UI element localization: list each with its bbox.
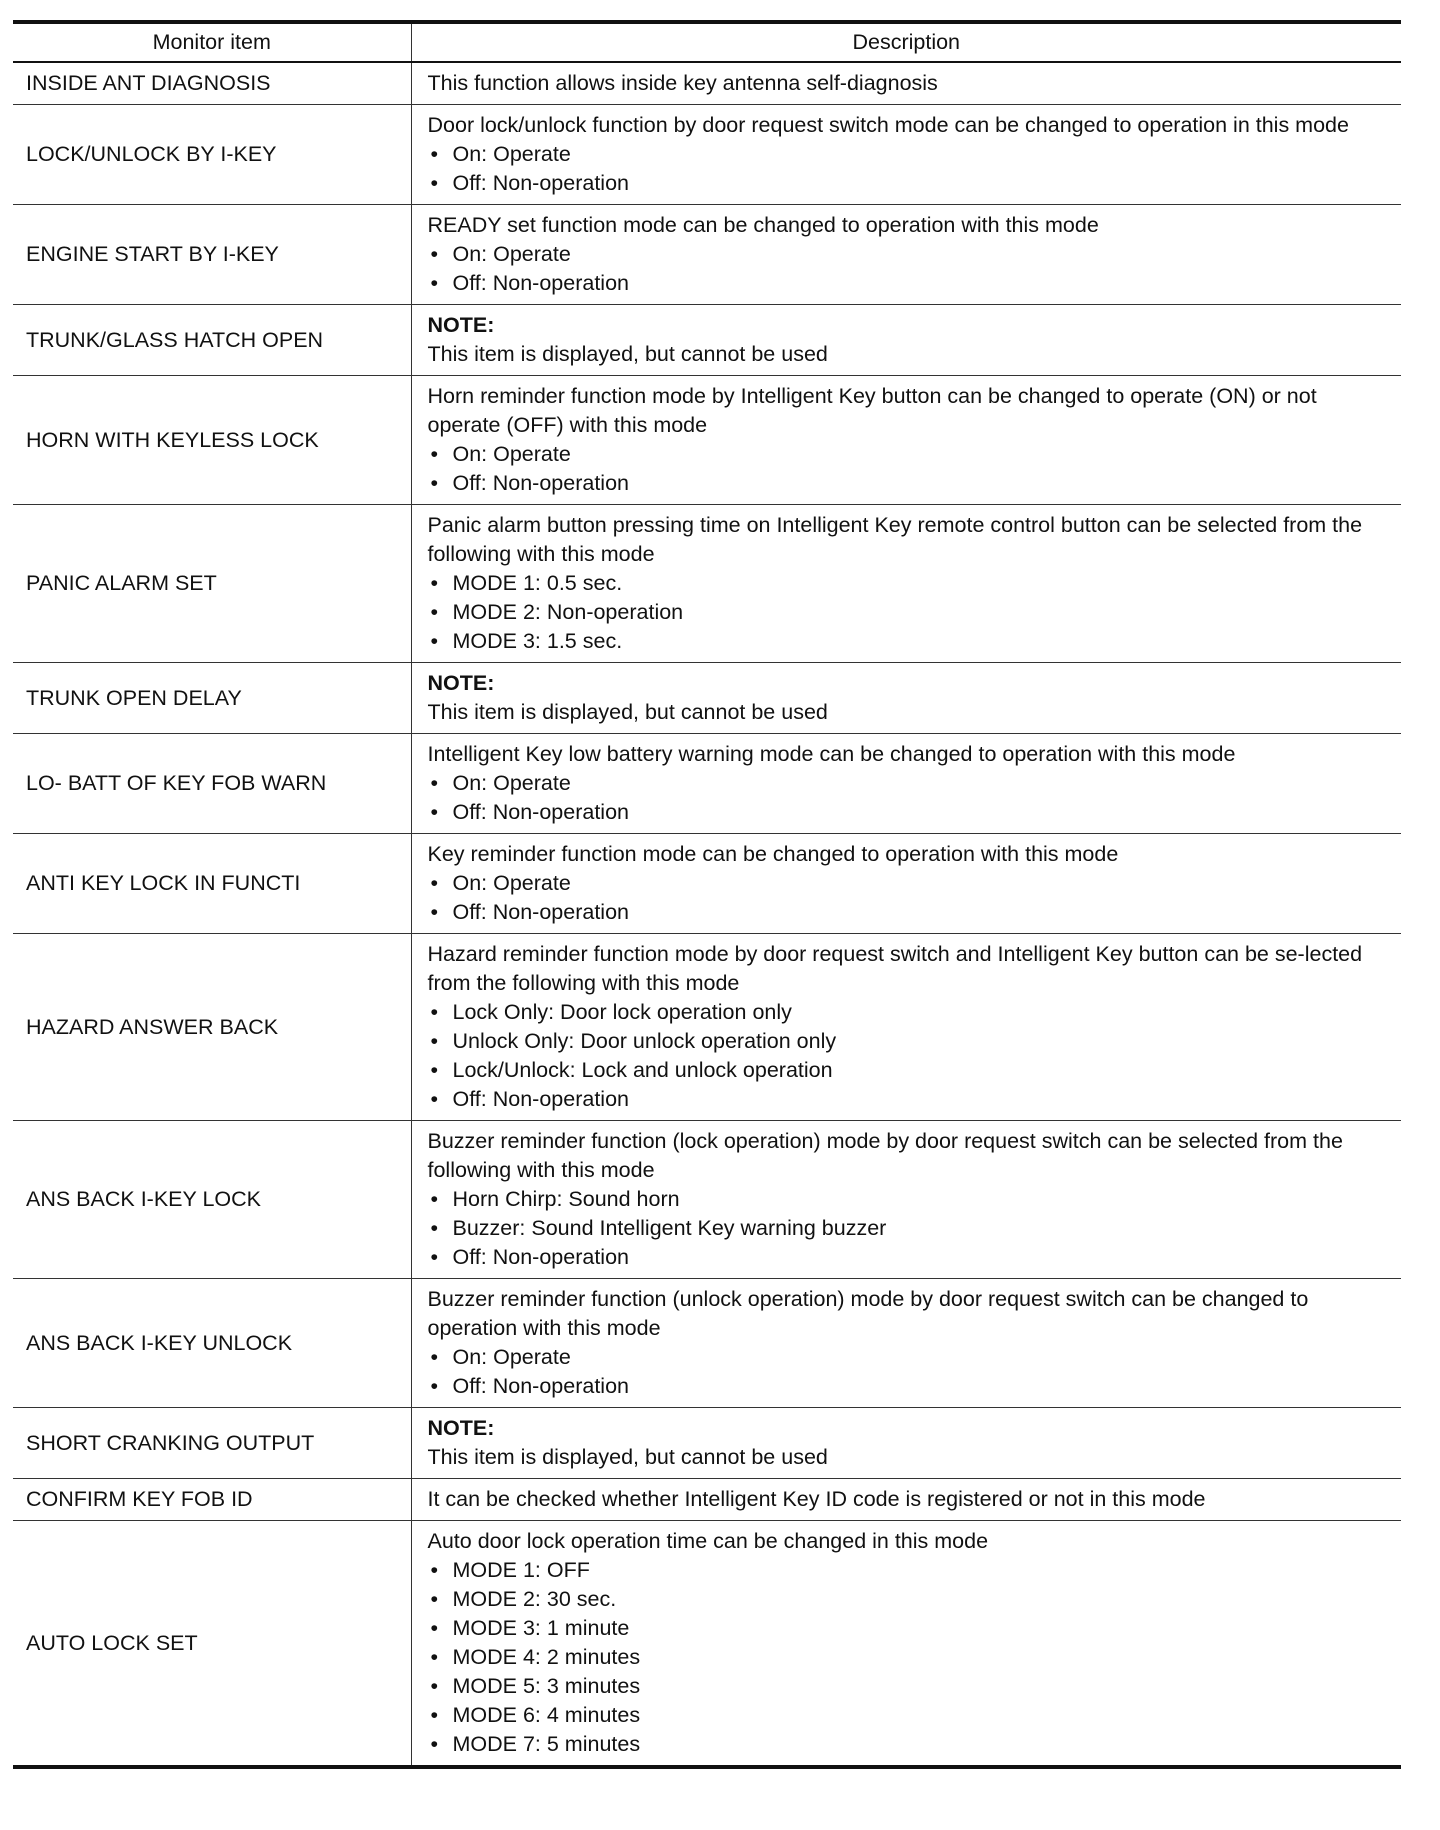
description-cell bbox=[411, 505, 1401, 663]
table-row bbox=[13, 734, 1401, 834]
option-item: • MODE 2: Non-operation bbox=[428, 598, 1392, 627]
description-cell bbox=[411, 1521, 1401, 1768]
option-item: • Off: Non-operation bbox=[428, 469, 1392, 498]
description-text: Horn reminder function mode by Intelligent Key button can be changed to operate (ON) or not operate (OFF) with this mode bbox=[427, 384, 1317, 437]
description-cell bbox=[411, 305, 1401, 376]
description-cell bbox=[411, 62, 1401, 105]
description-text: It can be checked whether Intelligent Key ID code is registered or not in this mode bbox=[427, 1487, 1206, 1511]
monitor-item-cell: LO- BATT OF KEY FOB WARN bbox=[13, 734, 411, 834]
monitor-item-cell: INSIDE ANT DIAGNOSIS bbox=[13, 62, 411, 105]
table-row bbox=[13, 376, 1401, 505]
monitor-item-cell: ANTI KEY LOCK IN FUNCTI bbox=[13, 834, 411, 934]
description-cell bbox=[411, 663, 1401, 734]
header-monitor-item: Monitor item bbox=[13, 22, 411, 62]
table-row bbox=[13, 62, 1401, 105]
option-item: • Off: Non-operation bbox=[428, 269, 1392, 298]
option-item: • On: Operate bbox=[428, 240, 1392, 269]
table-row bbox=[13, 1408, 1401, 1479]
table-row bbox=[13, 305, 1401, 376]
monitor-item-cell: ANS BACK I-KEY UNLOCK bbox=[13, 1279, 411, 1408]
option-list bbox=[428, 140, 1392, 198]
monitor-item-cell: SHORT CRANKING OUTPUT bbox=[13, 1408, 411, 1479]
description-cell bbox=[411, 734, 1401, 834]
table-row bbox=[13, 1279, 1401, 1408]
description-text: Auto door lock operation time can be changed in this mode bbox=[427, 1529, 989, 1553]
note-label: NOTE: bbox=[427, 1416, 495, 1440]
description-cell bbox=[411, 205, 1401, 305]
option-item: • MODE 1: OFF bbox=[428, 1556, 1392, 1585]
table-row bbox=[13, 205, 1401, 305]
description-text: Hazard reminder function mode by door request switch and Intelligent Key button can be se-lected from the following with this mode bbox=[427, 942, 1363, 995]
description-text: Buzzer reminder function (lock operation) mode by door request switch can be selected from the following with this mode bbox=[427, 1129, 1343, 1182]
description-text: This item is displayed, but cannot be used bbox=[427, 700, 828, 724]
document-page bbox=[13, 20, 1401, 1769]
table-body bbox=[13, 62, 1401, 1767]
table-row bbox=[13, 1521, 1401, 1768]
monitor-item-cell: HAZARD ANSWER BACK bbox=[13, 934, 411, 1121]
note-label: NOTE: bbox=[427, 671, 495, 695]
table-row bbox=[13, 934, 1401, 1121]
option-list bbox=[428, 440, 1392, 498]
option-item: • On: Operate bbox=[428, 869, 1392, 898]
option-list bbox=[428, 769, 1392, 827]
option-item: • MODE 2: 30 sec. bbox=[428, 1585, 1392, 1614]
option-item: • MODE 4: 2 minutes bbox=[428, 1643, 1392, 1672]
option-item: • MODE 1: 0.5 sec. bbox=[428, 569, 1392, 598]
monitor-item-cell: HORN WITH KEYLESS LOCK bbox=[13, 376, 411, 505]
table-row bbox=[13, 834, 1401, 934]
option-item: • Off: Non-operation bbox=[428, 169, 1392, 198]
table-row bbox=[13, 663, 1401, 734]
description-text: READY set function mode can be changed to operation with this mode bbox=[427, 213, 1099, 237]
monitor-item-table bbox=[13, 20, 1401, 1769]
note-label: NOTE: bbox=[427, 313, 495, 337]
monitor-item-cell: CONFIRM KEY FOB ID bbox=[13, 1479, 411, 1521]
monitor-item-cell: TRUNK/GLASS HATCH OPEN bbox=[13, 305, 411, 376]
option-item: • On: Operate bbox=[428, 440, 1392, 469]
option-item: • On: Operate bbox=[428, 769, 1392, 798]
option-item: • Unlock Only: Door unlock operation only bbox=[428, 1027, 1392, 1056]
option-item: • On: Operate bbox=[428, 140, 1392, 169]
description-text: This item is displayed, but cannot be used bbox=[427, 1445, 828, 1469]
description-text: Buzzer reminder function (unlock operation) mode by door request switch can be changed to operation with this mode bbox=[427, 1287, 1309, 1340]
option-item: • Lock Only: Door lock operation only bbox=[428, 998, 1392, 1027]
option-item: • MODE 6: 4 minutes bbox=[428, 1701, 1392, 1730]
monitor-item-cell: ANS BACK I-KEY LOCK bbox=[13, 1121, 411, 1279]
option-item: • MODE 5: 3 minutes bbox=[428, 1672, 1392, 1701]
option-item: • Off: Non-operation bbox=[428, 898, 1392, 927]
table-row bbox=[13, 1121, 1401, 1279]
description-text: Intelligent Key low battery warning mode can be changed to operation with this mode bbox=[427, 742, 1236, 766]
option-item: • Off: Non-operation bbox=[428, 1085, 1392, 1114]
monitor-item-cell: ENGINE START BY I-KEY bbox=[13, 205, 411, 305]
description-cell bbox=[411, 1279, 1401, 1408]
option-list bbox=[428, 869, 1392, 927]
description-cell bbox=[411, 834, 1401, 934]
description-text: Door lock/unlock function by door request switch mode can be changed to operation in this mode bbox=[427, 113, 1349, 137]
option-list bbox=[428, 569, 1392, 656]
option-list bbox=[428, 1343, 1392, 1401]
table-header-row bbox=[13, 22, 1401, 62]
option-item: • Horn Chirp: Sound horn bbox=[428, 1185, 1392, 1214]
option-item: • On: Operate bbox=[428, 1343, 1392, 1372]
table-row bbox=[13, 1479, 1401, 1521]
monitor-item-cell: AUTO LOCK SET bbox=[13, 1521, 411, 1768]
option-item: • Off: Non-operation bbox=[428, 798, 1392, 827]
monitor-item-cell: PANIC ALARM SET bbox=[13, 505, 411, 663]
option-list bbox=[428, 1185, 1392, 1272]
monitor-item-cell: TRUNK OPEN DELAY bbox=[13, 663, 411, 734]
description-text: This function allows inside key antenna self-diagnosis bbox=[427, 71, 938, 95]
option-item: • Off: Non-operation bbox=[428, 1372, 1392, 1401]
option-item: • Lock/Unlock: Lock and unlock operation bbox=[428, 1056, 1392, 1085]
option-list bbox=[428, 1556, 1392, 1759]
option-item: • Off: Non-operation bbox=[428, 1243, 1392, 1272]
header-description: Description bbox=[411, 22, 1401, 62]
option-list bbox=[428, 998, 1392, 1114]
option-item: • MODE 3: 1 minute bbox=[428, 1614, 1392, 1643]
description-cell bbox=[411, 1479, 1401, 1521]
description-cell bbox=[411, 934, 1401, 1121]
description-text: Key reminder function mode can be changed to operation with this mode bbox=[427, 842, 1119, 866]
description-text: Panic alarm button pressing time on Intelligent Key remote control button can be selected from the following with this mode bbox=[427, 513, 1363, 566]
table-row bbox=[13, 105, 1401, 205]
description-text: This item is displayed, but cannot be used bbox=[427, 342, 828, 366]
option-item: • MODE 3: 1.5 sec. bbox=[428, 627, 1392, 656]
option-item: • Buzzer: Sound Intelligent Key warning buzzer bbox=[428, 1214, 1392, 1243]
description-cell bbox=[411, 105, 1401, 205]
description-cell bbox=[411, 376, 1401, 505]
table-row bbox=[13, 505, 1401, 663]
description-cell bbox=[411, 1408, 1401, 1479]
option-item: • MODE 7: 5 minutes bbox=[428, 1730, 1392, 1759]
option-list bbox=[428, 240, 1392, 298]
monitor-item-cell: LOCK/UNLOCK BY I-KEY bbox=[13, 105, 411, 205]
description-cell bbox=[411, 1121, 1401, 1279]
